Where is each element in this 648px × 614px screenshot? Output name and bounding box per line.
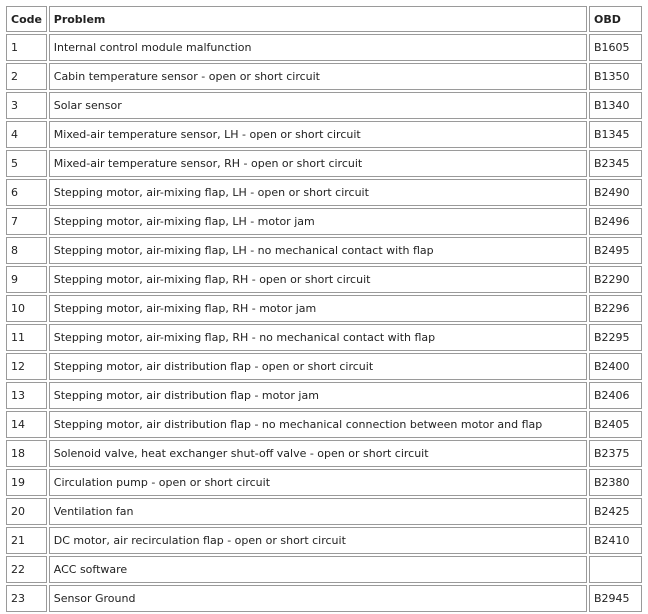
cell-obd: B2405	[589, 411, 642, 438]
cell-code: 14	[6, 411, 47, 438]
cell-code: 20	[6, 498, 47, 525]
cell-code: 21	[6, 527, 47, 554]
table-body	[6, 34, 642, 612]
cell-problem: Mixed-air temperature sensor, RH - open or short circuit	[49, 150, 587, 177]
cell-problem: Stepping motor, air distribution flap - open or short circuit	[49, 353, 587, 380]
cell-obd: B1340	[589, 92, 642, 119]
cell-obd: B2496	[589, 208, 642, 235]
table-row	[6, 150, 642, 177]
cell-code: 10	[6, 295, 47, 322]
cell-problem: Stepping motor, air-mixing flap, RH - motor jam	[49, 295, 587, 322]
cell-code: 18	[6, 440, 47, 467]
table-row	[6, 382, 642, 409]
table-row	[6, 92, 642, 119]
cell-code: 13	[6, 382, 47, 409]
cell-problem: Stepping motor, air-mixing flap, LH - motor jam	[49, 208, 587, 235]
cell-problem: DC motor, air recirculation flap - open or short circuit	[49, 527, 587, 554]
cell-obd: B2380	[589, 469, 642, 496]
cell-obd: B2495	[589, 237, 642, 264]
table-row	[6, 179, 642, 206]
table-row	[6, 411, 642, 438]
cell-obd: B2400	[589, 353, 642, 380]
table-row	[6, 498, 642, 525]
cell-problem: ACC software	[49, 556, 587, 583]
cell-obd: B1345	[589, 121, 642, 148]
table-row	[6, 237, 642, 264]
table-row	[6, 34, 642, 61]
table-row	[6, 121, 642, 148]
cell-problem: Stepping motor, air distribution flap - no mechanical connection between motor and flap	[49, 411, 587, 438]
cell-obd: B1605	[589, 34, 642, 61]
table-header-row	[6, 6, 642, 32]
cell-problem: Internal control module malfunction	[49, 34, 587, 61]
fault-code-table-container	[4, 4, 644, 614]
cell-obd	[589, 556, 642, 583]
table-row	[6, 585, 642, 612]
cell-obd: B2945	[589, 585, 642, 612]
header-obd: OBD	[589, 6, 642, 32]
cell-code: 1	[6, 34, 47, 61]
cell-obd: B2375	[589, 440, 642, 467]
cell-obd: B2296	[589, 295, 642, 322]
header-code: Code	[6, 6, 47, 32]
cell-obd: B2345	[589, 150, 642, 177]
cell-obd: B2295	[589, 324, 642, 351]
cell-problem: Stepping motor, air-mixing flap, RH - no mechanical contact with flap	[49, 324, 587, 351]
cell-code: 9	[6, 266, 47, 293]
cell-obd: B2425	[589, 498, 642, 525]
cell-obd: B1350	[589, 63, 642, 90]
cell-code: 8	[6, 237, 47, 264]
header-problem: Problem	[49, 6, 587, 32]
cell-obd: B2406	[589, 382, 642, 409]
table-row	[6, 353, 642, 380]
cell-problem: Stepping motor, air-mixing flap, LH - no mechanical contact with flap	[49, 237, 587, 264]
table-row	[6, 527, 642, 554]
fault-code-table	[4, 4, 644, 614]
cell-obd: B2490	[589, 179, 642, 206]
cell-code: 5	[6, 150, 47, 177]
cell-code: 6	[6, 179, 47, 206]
cell-problem: Stepping motor, air distribution flap - motor jam	[49, 382, 587, 409]
cell-code: 7	[6, 208, 47, 235]
cell-problem: Circulation pump - open or short circuit	[49, 469, 587, 496]
table-row	[6, 556, 642, 583]
cell-code: 19	[6, 469, 47, 496]
cell-obd: B2290	[589, 266, 642, 293]
table-row	[6, 469, 642, 496]
table-row	[6, 208, 642, 235]
table-row	[6, 295, 642, 322]
cell-problem: Solar sensor	[49, 92, 587, 119]
table-row	[6, 324, 642, 351]
cell-problem: Ventilation fan	[49, 498, 587, 525]
table-row	[6, 63, 642, 90]
cell-obd: B2410	[589, 527, 642, 554]
cell-problem: Stepping motor, air-mixing flap, LH - open or short circuit	[49, 179, 587, 206]
table-row	[6, 266, 642, 293]
cell-problem: Sensor Ground	[49, 585, 587, 612]
cell-code: 2	[6, 63, 47, 90]
cell-code: 23	[6, 585, 47, 612]
cell-problem: Solenoid valve, heat exchanger shut-off valve - open or short circuit	[49, 440, 587, 467]
cell-code: 22	[6, 556, 47, 583]
cell-code: 4	[6, 121, 47, 148]
cell-problem: Stepping motor, air-mixing flap, RH - open or short circuit	[49, 266, 587, 293]
cell-problem: Cabin temperature sensor - open or short circuit	[49, 63, 587, 90]
cell-problem: Mixed-air temperature sensor, LH - open or short circuit	[49, 121, 587, 148]
table-row	[6, 440, 642, 467]
cell-code: 11	[6, 324, 47, 351]
cell-code: 12	[6, 353, 47, 380]
cell-code: 3	[6, 92, 47, 119]
